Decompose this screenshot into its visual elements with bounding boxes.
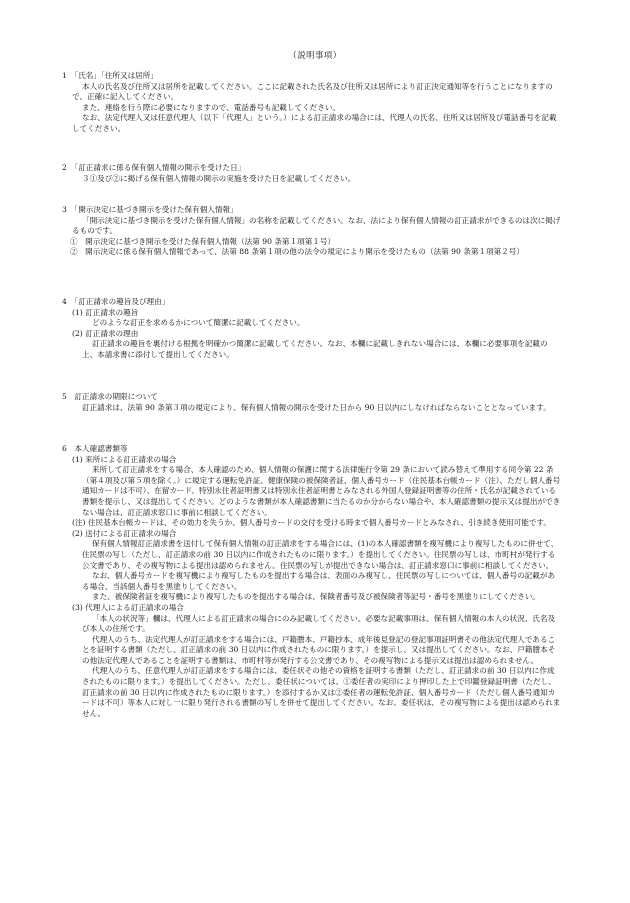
- section-3-heading: 3 「開示決定に基づき開示を受けた保有個人情報」: [62, 205, 238, 214]
- section-6-sub-paragraph: なお、個人番号カードを複写機により複写したものを提出する場合は、表面のみ複写し、住民票の写しについては、個人番号の記載がある場合、当該個人番号を黒塗りしてください。: [82, 571, 556, 591]
- section-6-sub-paragraph: また、被保険者証を複写機により複写したものを提出する場合は、保険者番号及び被保険者等記号・番号を黒塗りにしてください。: [92, 592, 541, 602]
- section-6: [62, 444, 562, 719]
- section-5-paragraph: 訂正請求は、法第 90 条第３項の規定により、保有個人情報の開示を受けた日から 90 日以内にしなければならないこととなっています。: [82, 402, 551, 412]
- section-1: [62, 71, 562, 135]
- section-2-paragraph: ３①及び②に掲げる保有個人情報の開示の実施を受けた日を記載してください。: [82, 173, 356, 183]
- section-6-sub-paragraph: 保有個人情報訂正請求書を送付して保有個人情報の訂正請求をする場合には、(1)の本人確認書類を複写機により複写したものに併せて、住民票の写し（ただし、訂正請求の前 30 日以内に作成されたものに限ります。）を提出してください。住民票の写しは、市町村が発行する公文書であり、その複写物による提出は認められません。住民票の写しが提出できない場合は、訂正請求窓口に事前に相談してください。: [82, 539, 559, 570]
- section-2: [62, 163, 562, 184]
- section-3: [62, 205, 562, 258]
- section-5: [62, 392, 562, 413]
- section-3-paragraph: 「開示決定に基づき開示を受けた保有個人情報」の名称を記載してください。なお、法により保有個人情報の訂正請求ができるのは次に掲げるものです。: [72, 215, 561, 236]
- section-1-paragraph: なお、法定代理人又は任意代理人（以下「代理人」という。）による訂正請求の場合には、代理人の氏名、住所又は居所及び電話番号を記載してください。: [72, 113, 557, 133]
- section-6-sub-heading: (2) 送付による訂正請求の場合: [72, 528, 177, 538]
- section-6-sub-paragraph: 来所して訂正請求をする場合、本人確認のため、個人情報の保護に関する法律施行令第 29 条において読み替えて準用する同令第 22 条（第４項及び第５項を除く。）に規定する運転免許証、健康保険の被保険者証、個人番号カード（住民基本台帳カード（注）、ただし個人番号通知カードは不可）、在留カード、特別永住者証明書又は特別永住者証明書とみなされる外国人登録証明書等の住所・氏名が記載されている書類を提示し、又は提出してください。どのような書類が本人確認書類に当たるのか分からない場合や、本人確認書類の提示又は提出ができない場合は、訂正請求窓口に事前に相談してください。: [82, 465, 561, 517]
- section-6-sub-heading: (1) 来所による訂正請求の場合: [72, 454, 177, 464]
- section-4-sub-paragraph: どのような訂正を求めるかについて簡潔に記載してください。: [92, 318, 305, 328]
- section-1-paragraph: また、連絡を行う際に必要になりますので、電話番号も記載してください。: [82, 102, 341, 112]
- section-3-item: ② 開示決定に係る保有個人情報であって、法第 88 条第１項の他の法令の規定により開示を受けたもの（法第 90 条第１項第２号）: [70, 247, 524, 257]
- document-title: （説明事項）: [288, 50, 342, 60]
- section-2-heading: 2 「訂正請求に係る保有個人情報の開示を受けた日」: [62, 163, 246, 172]
- section-6-sub-paragraph: 「本人の状況等」欄は、代理人による訂正請求の場合にのみ記載してください。必要な記載事項は、保有個人情報の本人の状況、氏名及び本人の住所です。: [82, 613, 556, 634]
- section-4-sub-heading: (1) 訂正請求の趣旨: [72, 307, 139, 317]
- section-5-heading: 5 訂正請求の期限について: [62, 392, 158, 401]
- section-6-note: (注) 住民基本台帳カードは、その効力を失うか、個人番号カードの交付を受ける時まで個人番号カードとみなされ、引き続き使用可能です。: [72, 518, 551, 528]
- section-6-sub-paragraph: 代理人のうち、法定代理人が訂正請求をする場合には、戸籍謄本、戸籍抄本、成年後見登記の登記事項証明書その他法定代理人であることを証明する書類（ただし、訂正請求の前 30 日以内に作成されたものに限ります。）を提示し、又は提出してください。なお、戸籍謄本その他法定代理人であることを証明する書類は、市町村等が発行する公文書であり、その複写物による提示又は提出は認められません。: [82, 634, 556, 665]
- section-6-sub-paragraph: 代理人のうち、任意代理人が訂正請求をする場合には、委任状その他その資格を証明する書類（ただし、訂正請求の前 30 日以内に作成されたものに限ります。）を提出してください。ただし、委任状については、①委任者の実印により押印した上で印鑑登録証明書（ただし、訂正請求の前 30 日以内に作成されたものに限ります。）を添付するか又は②委任者の運転免許証、個人番号カード（ただし個人番号通知カードは不可）等本人に対し一に限り発行される書類の写しを併せて提出してください。なお、委任状は、その複写物による提出は認められません。: [82, 666, 561, 718]
- section-1-heading: 1 「氏名」「住所又は居所」: [62, 71, 158, 80]
- section-3-item: ① 開示決定に基づき開示を受けた保有個人情報（法第 90 条第１項第１号）: [70, 236, 336, 246]
- section-4-sub-paragraph: 訂正請求の趣旨を裏付ける根拠を明確かつ簡潔に記載してください。なお、本欄に記載しきれない場合には、本欄に必要事項を記載の上、本請求書に添付して提出してください。: [82, 339, 548, 359]
- section-1-paragraph: 本人の氏名及び住所又は居所を記載してください。ここに記載された氏名及び住所又は居所により訂正決定通知等を行うことになりますので、正確に記入してください。: [72, 81, 553, 102]
- section-4: [62, 297, 562, 361]
- section-4-sub-heading: (2) 訂正請求の理由: [72, 328, 139, 338]
- section-6-heading: 6 本人確認書類等: [62, 444, 128, 453]
- section-6-sub-heading: (3) 代理人による訂正請求の場合: [72, 602, 184, 612]
- section-4-heading: 4 「訂正請求の趣旨及び理由」: [62, 297, 170, 306]
